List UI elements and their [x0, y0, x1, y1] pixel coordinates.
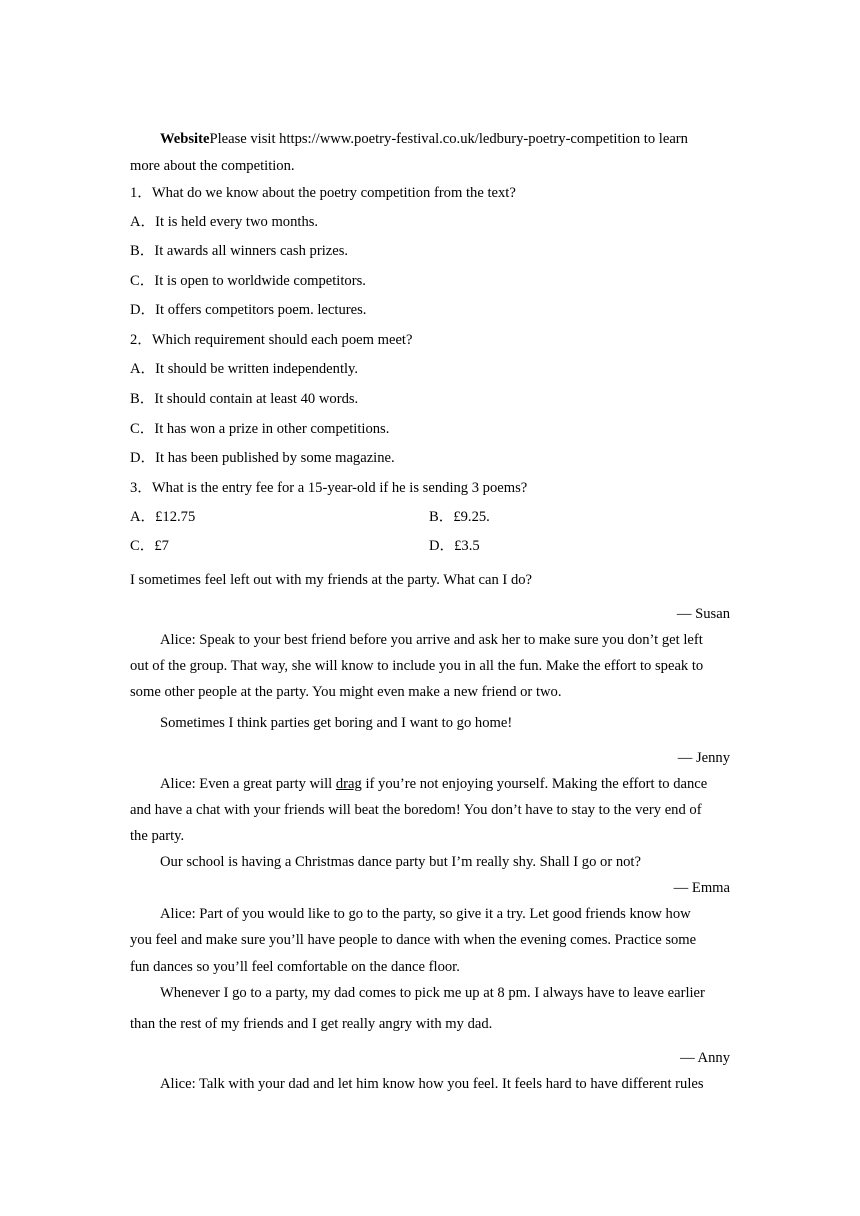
answer-2-text-after: if you’re not enjoying yourself. Making the effort to dance	[361, 776, 708, 792]
question-1-option-a: A．It is held every two months.	[130, 214, 319, 230]
question-3-option-d: D．£3.5	[429, 538, 480, 554]
answer-2-line-1	[160, 775, 730, 793]
letter-question-3: Our school is having a Christmas dance party but I’m really shy. Shall I go or not?	[160, 854, 641, 870]
answer-3-line-1: Alice: Part of you would like to go to the party, so give it a try. Let good friends know how	[160, 906, 691, 922]
answer-2-line-3: the party.	[130, 828, 185, 844]
answer-1-line-1: Alice: Speak to your best friend before you arrive and ask her to make sure you don’t get left	[160, 632, 703, 648]
signature-emma: — Emma	[673, 880, 730, 896]
answer-1-line-3: some other people at the party. You might even make a new friend or two.	[130, 684, 562, 700]
question-1-option-d: D．It offers competitors poem. lectures.	[130, 302, 367, 318]
signature-jenny: — Jenny	[677, 750, 730, 766]
underlined-word-drag: drag	[335, 776, 362, 792]
question-3-stem: 3．What is the entry fee for a 15-year-old if he is sending 3 poems?	[130, 480, 528, 496]
answer-1-line-2: out of the group. That way, she will know to include you in all the fun. Make the effort to speak to	[130, 658, 704, 674]
question-3-option-c: C．£7	[130, 538, 169, 554]
question-3-option-b: B．£9.25.	[429, 509, 490, 525]
question-2-option-d: D．It has been published by some magazine.	[130, 450, 395, 466]
signature-susan: — Susan	[676, 606, 730, 622]
question-3-option-a: A．£12.75	[130, 509, 196, 525]
website-line-1	[160, 130, 730, 148]
question-2-option-b: B．It should contain at least 40 words.	[130, 391, 359, 407]
answer-3-line-3: fun dances so you’ll feel comfortable on the dance floor.	[130, 959, 460, 975]
website-text-1: Please visit https://www.poetry-festival.co.uk/ledbury-poetry-competition to learn	[209, 131, 688, 147]
answer-3-line-2: you feel and make sure you’ll have people to dance with when the evening comes. Practice some	[130, 932, 697, 948]
question-1-stem: 1．What do we know about the poetry competition from the text?	[130, 185, 516, 201]
letter-question-4-line-1: Whenever I go to a party, my dad comes to pick me up at 8 pm. I always have to leave earlier	[160, 985, 705, 1001]
question-1-option-c: C．It is open to worldwide competitors.	[130, 273, 366, 289]
answer-2-text-before: Alice: Even a great party will	[160, 776, 336, 792]
website-label: Website	[160, 131, 210, 147]
letter-question-4-line-2: than the rest of my friends and I get really angry with my dad.	[130, 1016, 493, 1032]
answer-2-line-2: and have a chat with your friends will beat the boredom! You don’t have to stay to the very end of	[130, 802, 702, 818]
question-1-option-b: B．It awards all winners cash prizes.	[130, 243, 349, 259]
question-2-option-c: C．It has won a prize in other competitions.	[130, 421, 390, 437]
letter-question-2: Sometimes I think parties get boring and I want to go home!	[160, 715, 513, 731]
signature-anny: — Anny	[680, 1050, 730, 1066]
question-2-stem: 2．Which requirement should each poem meet?	[130, 332, 413, 348]
question-2-option-a: A．It should be written independently.	[130, 361, 359, 377]
answer-4-line-1: Alice: Talk with your dad and let him know how you feel. It feels hard to have different rules	[160, 1076, 704, 1092]
letter-question-1: I sometimes feel left out with my friends at the party. What can I do?	[130, 572, 533, 588]
website-line-2: more about the competition.	[130, 158, 295, 174]
